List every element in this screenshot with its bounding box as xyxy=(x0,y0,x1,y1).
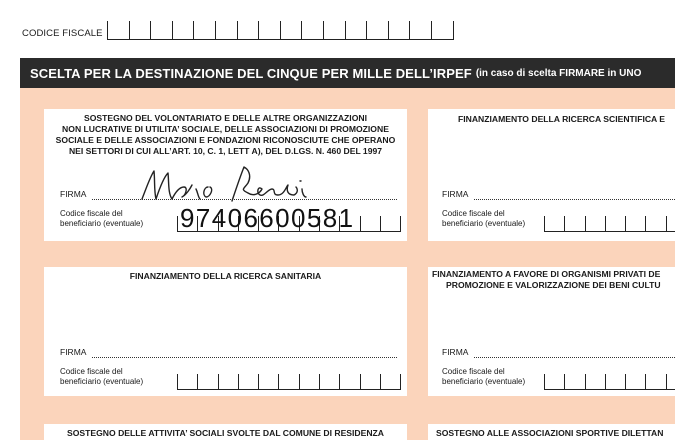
panel-beni-culturali xyxy=(428,267,675,396)
codice-fiscale-beneficiario-label: Codice fiscale del beneficiario (eventuale) xyxy=(442,209,526,228)
panel-title: FINANZIAMENTO DELLA RICERCA SANITARIA xyxy=(129,271,322,281)
section-title: SCELTA PER LA DESTINAZIONE DEL CINQUE PER MILLE DELL’IRPEF xyxy=(30,65,472,81)
section-header-band xyxy=(20,58,675,88)
firma-label: FIRMA xyxy=(60,189,87,199)
beneficiario-codice-fiscale-input[interactable] xyxy=(177,374,401,390)
codice-fiscale-beneficiario-label: Codice fiscale del beneficiario (eventuale) xyxy=(442,367,526,386)
panel-volontariato xyxy=(44,109,407,241)
form-area xyxy=(20,88,675,440)
panel-comune xyxy=(44,424,407,440)
panel-ricerca-scientifica xyxy=(428,109,675,241)
panel-title: SOSTEGNO DEL VOLONTARIATO E DELLE ALTRE ORGANIZZAZIONI NON LUCRATIVE DI UTILITA’ SOCIALE, DELLE ASSOCIAZIONI DI PROMOZIONE SOCIALE E DELLE ASSOCIAZIONI E FONDAZIONI RICONOSCIUTE CHE OPERANO NEI SETTORI DI CUI ALL’ART. 10, C. 1, LETT A), DEL D.LGS. N. 460 DEL 1997 xyxy=(55,113,396,156)
taxpayer-codice-fiscale-row xyxy=(0,0,675,55)
codice-fiscale-beneficiario-label: Codice fiscale del beneficiario (eventuale) xyxy=(60,367,144,386)
section-note: (in caso di scelta FIRMARE in UNO xyxy=(475,67,642,79)
firma-label: FIRMA xyxy=(442,347,469,357)
firma-signature-line[interactable] xyxy=(92,357,397,358)
beneficiario-codice-fiscale-input[interactable] xyxy=(544,216,675,232)
codice-fiscale-beneficiario-label: Codice fiscale del beneficiario (eventuale) xyxy=(60,209,144,228)
panel-ricerca-sanitaria xyxy=(44,267,407,396)
taxpayer-codice-fiscale-input[interactable] xyxy=(107,21,454,40)
firma-label: FIRMA xyxy=(442,189,469,199)
panel-title: SOSTEGNO DELLE ATTIVITA’ SOCIALI SVOLTE DAL COMUNE DI RESIDENZA xyxy=(66,428,385,438)
panel-associazioni-sportive xyxy=(428,424,675,440)
firma-signature-line[interactable] xyxy=(474,357,675,358)
panel-title: FINANZIAMENTO DELLA RICERCA SCIENTIFICA E xyxy=(458,114,666,124)
panel-title: SOSTEGNO ALLE ASSOCIAZIONI SPORTIVE DILETTAN xyxy=(436,428,664,438)
beneficiario-codice-fiscale-value: 97406600581 xyxy=(180,203,355,233)
panel-title: FINANZIAMENTO A FAVORE DI ORGANISMI PRIVATI DE PROMOZIONE E VALORIZZAZIONE DEI BENI CULTU xyxy=(432,269,661,290)
firma-signature-line[interactable] xyxy=(474,199,675,200)
firma-label: FIRMA xyxy=(60,347,87,357)
beneficiario-codice-fiscale-input[interactable] xyxy=(544,374,675,390)
codice-fiscale-label: CODICE FISCALE xyxy=(22,28,103,39)
